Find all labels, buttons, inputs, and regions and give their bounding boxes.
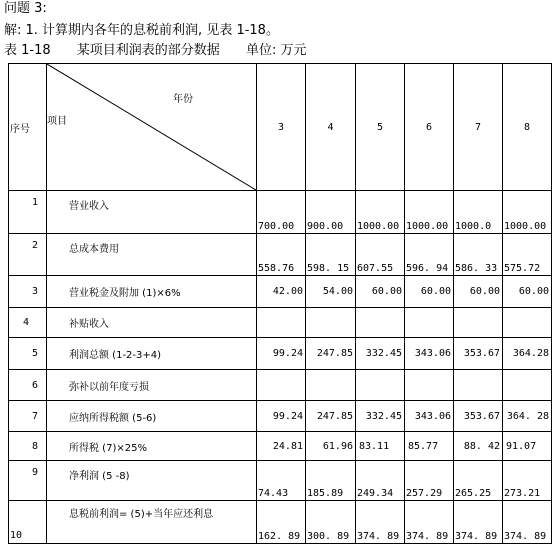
row-value: 1000.00 [405, 191, 454, 234]
header-year: 5 [356, 64, 405, 191]
row-value: 374. 89 [503, 501, 552, 544]
row-item: 应纳所得税额 (5-6) [47, 401, 257, 432]
profit-table [8, 63, 552, 544]
row-value: 364. 28 [503, 401, 552, 432]
row-value: 1000.00 [356, 191, 405, 234]
row-value: 1000.00 [503, 191, 552, 234]
row-value: 332.45 [356, 401, 405, 432]
row-item: 净利润 (5 -8) [47, 461, 257, 501]
row-number: 2 [9, 234, 47, 276]
row-value: 353.67 [454, 338, 503, 370]
table-row [9, 432, 552, 461]
row-value: 257.29 [405, 461, 454, 501]
row-value: 91.07 [503, 432, 552, 461]
row-value: 364.28 [503, 338, 552, 370]
row-value: 700.00 [257, 191, 306, 234]
table-caption [4, 43, 306, 59]
row-value: 575.72 [503, 234, 552, 276]
row-value: 85.77 [405, 432, 454, 461]
row-value: 374. 89 [356, 501, 405, 544]
table-row [9, 234, 552, 276]
row-number: 10 [9, 501, 47, 544]
row-value: 900.00 [306, 191, 356, 234]
row-value: 247.85 [306, 401, 356, 432]
row-value: 60.00 [356, 276, 405, 308]
row-value: 265.25 [454, 461, 503, 501]
row-value: 60.00 [503, 276, 552, 308]
row-value: 598. 15 [306, 234, 356, 276]
table-row [9, 501, 552, 544]
row-value: 42.00 [257, 276, 306, 308]
row-value: 273.21 [503, 461, 552, 501]
row-value [503, 308, 552, 338]
row-value [454, 370, 503, 401]
row-value: 374. 89 [405, 501, 454, 544]
row-value: 74.43 [257, 461, 306, 501]
row-number: 4 [9, 308, 47, 338]
header-year: 6 [405, 64, 454, 191]
row-value: 247.85 [306, 338, 356, 370]
row-number: 9 [9, 461, 47, 501]
row-value [257, 370, 306, 401]
row-item: 息税前利润= (5)+当年应还利息 [47, 501, 257, 544]
row-value: 586. 33 [454, 234, 503, 276]
row-number: 8 [9, 432, 47, 461]
table-row [9, 191, 552, 234]
row-value: 60.00 [454, 276, 503, 308]
header-item-label: 项目 [47, 116, 67, 127]
table-row [9, 401, 552, 432]
row-number: 7 [9, 401, 47, 432]
row-value [356, 370, 405, 401]
row-number: 1 [9, 191, 47, 234]
row-value: 54.00 [306, 276, 356, 308]
row-value [454, 308, 503, 338]
row-value: 1000.0 [454, 191, 503, 234]
table-unit: 单位: 万元 [245, 43, 307, 58]
row-value: 558.76 [257, 234, 306, 276]
header-year: 7 [454, 64, 503, 191]
solution-intro: 解: 1. 计算期内各年的息税前利润, 见表 1-18。 [4, 23, 279, 38]
row-value: 99.24 [257, 401, 306, 432]
table-row [9, 308, 552, 338]
table-number: 表 1-18 [4, 43, 51, 58]
row-value: 162. 89 [257, 501, 306, 544]
row-value: 596. 94 [405, 234, 454, 276]
row-item: 补贴收入 [47, 308, 257, 338]
row-value: 61.96 [306, 432, 356, 461]
table-row [9, 370, 552, 401]
question-heading: 问题 3: [4, 1, 47, 16]
header-corner-cell [47, 64, 257, 191]
row-value: 300. 89 [306, 501, 356, 544]
row-value: 607.55 [356, 234, 405, 276]
row-item: 营业税金及附加 (1)×6% [47, 276, 257, 308]
row-value: 353.67 [454, 401, 503, 432]
row-value [306, 308, 356, 338]
header-no: 序号 [9, 64, 47, 191]
row-value: 249.34 [356, 461, 405, 501]
row-number: 3 [9, 276, 47, 308]
row-value: 24.81 [257, 432, 306, 461]
row-item: 弥补以前年度亏损 [47, 370, 257, 401]
row-value: 332.45 [356, 338, 405, 370]
row-value: 185.89 [306, 461, 356, 501]
header-year: 8 [503, 64, 552, 191]
table-row [9, 461, 552, 501]
row-value: 343.06 [405, 401, 454, 432]
header-year: 3 [257, 64, 306, 191]
row-item: 总成本费用 [47, 234, 257, 276]
row-value: 88. 42 [454, 432, 503, 461]
row-value: 60.00 [405, 276, 454, 308]
header-year-label: 年份 [173, 94, 193, 105]
row-value [306, 370, 356, 401]
header-year: 4 [306, 64, 356, 191]
row-value [257, 308, 306, 338]
row-value [405, 370, 454, 401]
row-number: 5 [9, 338, 47, 370]
row-item: 利润总额 (1-2-3+4) [47, 338, 257, 370]
table-row [9, 338, 552, 370]
row-value: 343.06 [405, 338, 454, 370]
row-item: 营业收入 [47, 191, 257, 234]
table-row [9, 276, 552, 308]
table-title: 某项目利润表的部分数据 [76, 43, 220, 58]
row-item: 所得税 (7)×25% [47, 432, 257, 461]
row-value [356, 308, 405, 338]
header-row [9, 64, 552, 191]
row-number: 6 [9, 370, 47, 401]
row-value: 99.24 [257, 338, 306, 370]
row-value [405, 308, 454, 338]
row-value: 374. 89 [454, 501, 503, 544]
row-value [503, 370, 552, 401]
row-value: 83.11 [356, 432, 405, 461]
diagonal-line [47, 64, 256, 190]
